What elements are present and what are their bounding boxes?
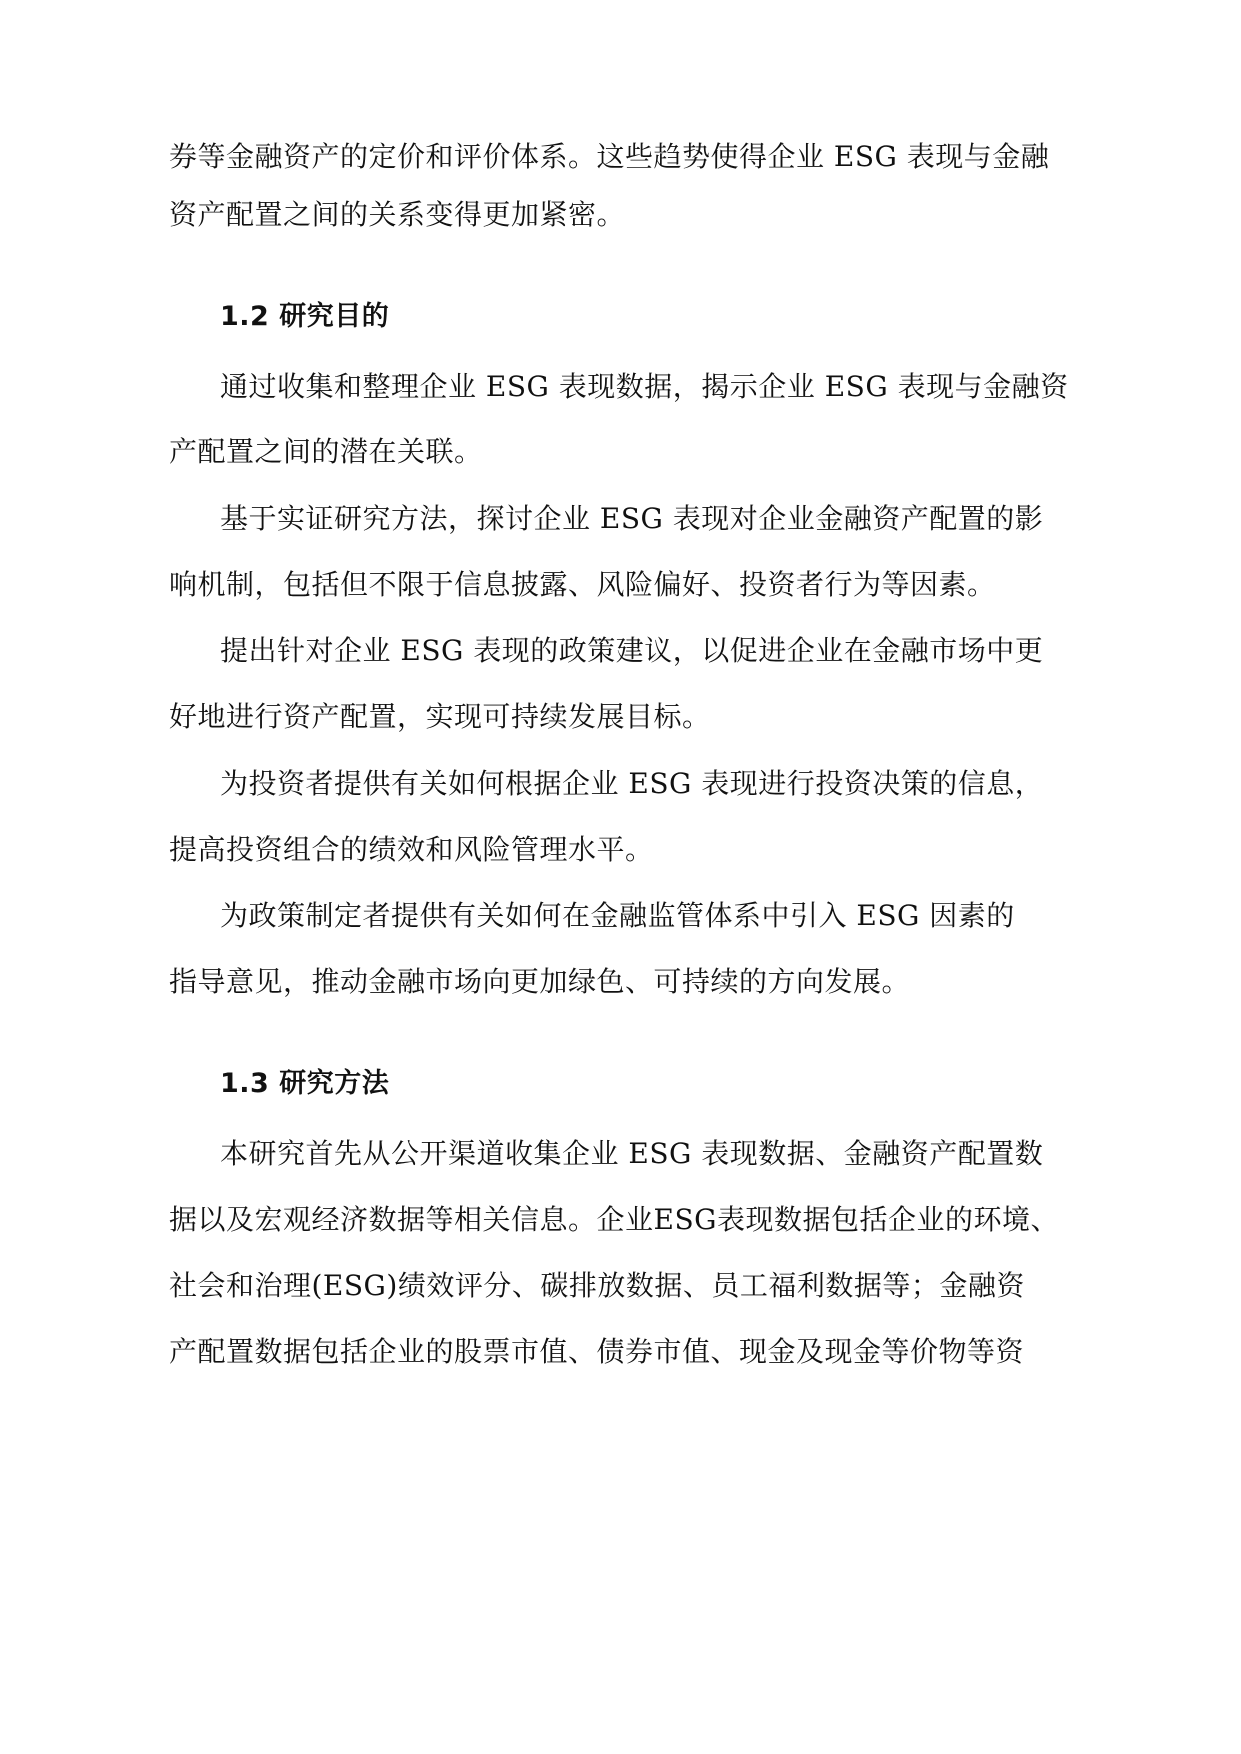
section-heading-1-3: 1.3 研究方法 <box>220 1068 390 1099</box>
body-text-line: 提出针对企业 ESG 表现的政策建议，以促进企业在金融市场中更 <box>220 634 1044 667</box>
body-text-line: 提高投资组合的绩效和风险管理水平。 <box>169 833 654 866</box>
body-text-line: 据以及宏观经济数据等相关信息。企业ESG表现数据包括企业的环境、 <box>169 1203 1059 1236</box>
body-text-line: 指导意见，推动金融市场向更加绿色、可持续的方向发展。 <box>169 965 911 998</box>
body-text-line: 产配置之间的潜在关联。 <box>169 435 483 468</box>
body-text-line: 为政策制定者提供有关如何在金融监管体系中引入 ESG 因素的 <box>220 899 1015 932</box>
body-text-line: 通过收集和整理企业 ESG 表现数据，揭示企业 ESG 表现与金融资 <box>220 370 1069 403</box>
body-text-line: 响机制，包括但不限于信息披露、风险偏好、投资者行为等因素。 <box>169 568 996 601</box>
body-text-line: 券等金融资产的定价和评价体系。这些趋势使得企业 ESG 表现与金融 <box>169 140 1050 173</box>
section-heading-1-2: 1.2 研究目的 <box>220 301 390 332</box>
body-text-line: 好地进行资产配置，实现可持续发展目标。 <box>169 700 711 733</box>
body-text-line: 本研究首先从公开渠道收集企业 ESG 表现数据、金融资产配置数 <box>220 1137 1044 1170</box>
body-text-line: 产配置数据包括企业的股票市值、债券市值、现金及现金等价物等资 <box>169 1335 1025 1368</box>
body-text-line: 资产配置之间的关系变得更加紧密。 <box>169 198 626 231</box>
body-text-line: 社会和治理(ESG)绩效评分、碳排放数据、员工福利数据等；金融资 <box>169 1269 1025 1302</box>
body-text-line: 为投资者提供有关如何根据企业 ESG 表现进行投资决策的信息， <box>220 767 1044 800</box>
body-text-line: 基于实证研究方法，探讨企业 ESG 表现对企业金融资产配置的影 <box>220 502 1044 535</box>
